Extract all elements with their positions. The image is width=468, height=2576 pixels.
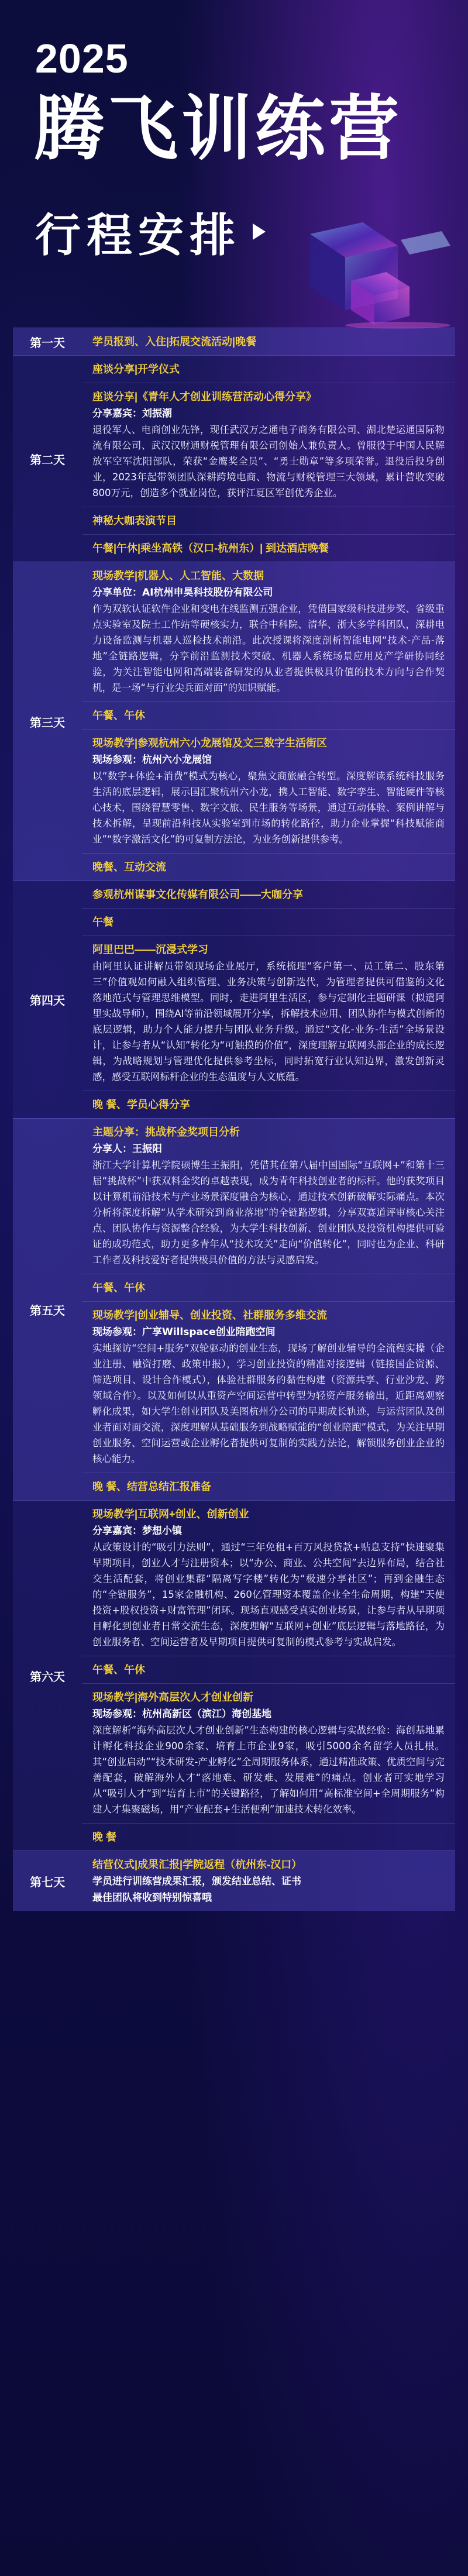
day-4-row-visit bbox=[82, 881, 455, 909]
day-4-lunch: 午餐 bbox=[92, 916, 113, 928]
day-3-dinner: 晚餐、互动交流 bbox=[92, 861, 166, 873]
day-1-row bbox=[82, 328, 455, 355]
day-5-visit-title: 现场教学|创业辅导、创业投资、社群服务多维交流 bbox=[92, 1309, 328, 1321]
day-6-internet-text: 从政策设计的“吸引力法则”，通过“三年免租+百万风投贷款+贴息支持”快速聚集早期项目，创业人才与注册资本；以“办公、商业、公共空间”去边界布局，结合社交生活配套，将创业集群“隔离写字楼”转化为“极速分享社区”；再到金融生态的“全链服务”，15家金融机构、260亿管理资本覆盖企业全生命周期，构建“天使投资+股权投资+财富管理”闭环。现场直观感受真实创业场景，让参与者从早期项目孵化到创业者日常交流生态，深度理解“互联网+创业”底层逻辑与落地路径，为创业服务者、空间运营者及早期项目提供可复制的模式参考与实战启发。 bbox=[92, 1542, 445, 1648]
day-5-label: 第五天 bbox=[30, 1304, 65, 1318]
hero-title: 腾飞训练营 bbox=[34, 90, 402, 168]
day-3-visit-title: 现场教学|参观杭州六小龙展馆及文三数字生活街区 bbox=[92, 737, 328, 749]
day-4-row-alibaba bbox=[82, 936, 455, 1091]
day-6-dinner: 晚 餐 bbox=[92, 1831, 117, 1843]
day-2-row-show bbox=[82, 507, 455, 535]
day-6-row-internet bbox=[82, 1501, 455, 1656]
day-7-section bbox=[13, 1851, 455, 1911]
day-4-body bbox=[82, 881, 455, 1118]
day-5-talk-title: 主题分享：挑战杯金奖项目分析 bbox=[92, 1126, 240, 1138]
day-5-visit-text: 实地探访“空间+服务”双轮驱动的创业生态，现场了解创业辅导的全流程实操（企业注册、融资打磨、政策申报），学习创业投资的精准对接逻辑（链接国企资源、筛选项目、设计合作模式），体验社群服务的黏性构建（资源共享、行业沙龙、跨领域合作）。以及如何以从重资产空间运营中转型为轻资产服务输出，近距离观察孵化成果，如大学生创业团队及美图杭州分公司的早期成长轨迹，与运营团队及创业者面对面交流，深度理解从基础服务到战略赋能的“创业陪跑”模式，为关注早期创业服务、空间运营或企业孵化者提供可复制的实践方法论，解锁服务创业企业的核心能力。 bbox=[92, 1343, 445, 1464]
day-3-ai-text: 作为双软认证软件企业和变电在线监测五强企业，凭借国家级科技进步奖、省级重点实验室及院士工作站等硬核实力，联合中科院、清华、浙大多学科团队，深耕电力设备监测与机器人巡检技术前沿。此次授课将深度剖析智能电网“技术-产品-落地”全链路逻辑，分享前沿监测技术突破、机器人系统场景应用及产学研协同经验，为关注智能电网和高端装备研发的从业者提供极具价值的技术方向与合作契机，是一场“与行业尖兵面对面”的知识赋能。 bbox=[92, 603, 445, 693]
day-3-row-dinner bbox=[82, 854, 455, 881]
day-7-report: 学员进行训练营成果汇报，颁发结业总结、证书 bbox=[92, 1876, 301, 1887]
day-5-dinner: 晚 餐、结营总结汇报准备 bbox=[92, 1481, 211, 1492]
day-2-row-talk bbox=[82, 383, 455, 507]
day-3-ai-unit: 分享单位：AI杭州申昊科技股份有限公司 bbox=[92, 587, 273, 599]
day-2-show: 神秘大咖表演节目 bbox=[92, 515, 177, 527]
day-5-guest: 分享人：王振阳 bbox=[92, 1143, 162, 1155]
glass-cubes-illustration bbox=[263, 211, 456, 333]
day-7-label: 第七天 bbox=[30, 1876, 65, 1889]
day-3-row-visit bbox=[82, 730, 455, 854]
day-6-row-dinner bbox=[82, 1824, 455, 1851]
day-6-overseas-place: 现场参观：杭州高新区（滨江）海创基地 bbox=[92, 1708, 271, 1720]
day-5-row-visit bbox=[82, 1302, 455, 1473]
day-7-row-closing bbox=[82, 1851, 455, 1911]
day-6-body bbox=[82, 1501, 455, 1851]
day-1-body bbox=[82, 328, 455, 355]
day-6-section bbox=[13, 1500, 455, 1851]
day-3-visit-text: 以“数字+体验+消费”模式为核心，聚焦文商旅融合转型。深度解读系统科技服务生活的底层逻辑，展示国汇聚杭州六小龙，携人工智能、数字孪生、智能硬件等核心技术，围绕智慧零售、数字文旅、民生服务等场景，通过互动体验、案例讲解与技术拆解，呈现前沿科技从实验室到市场的转化路径，助力企业掌握“科技赋能商业”“数字激活文化”的可复制方法论，为业务创新提供参考。 bbox=[92, 771, 445, 845]
day-4-visit: 参观杭州谋事文化传媒有限公司——大咖分享 bbox=[92, 889, 303, 900]
day-5-lunch: 午餐、午休 bbox=[92, 1282, 145, 1294]
day-2-talk-text: 退役军人、电商创业先锋，现任武汉万之通电子商务有限公司、湖北楚运通国际物流有限公司、武汉汉财通财税管理有限公司创始人兼负责人。曾服役于中国人民解放军空军沈阳部队，荣获“金鹰奖全员”、“勇士勋章”等多项荣誉。退役后投身创业，2023年起带领团队深耕跨境电商、物流与财税管理三大领域，累计营收突破800万元，创造多个就业岗位，获评江夏区军创优秀企业。 bbox=[92, 424, 445, 498]
day-5-visit-place: 现场参观：广享Willspace创业陪跑空间 bbox=[92, 1326, 276, 1338]
day-5-section bbox=[13, 1118, 455, 1500]
day-3-body bbox=[82, 562, 455, 881]
day-6-lunch: 午餐、午休 bbox=[92, 1664, 145, 1676]
day-2-section bbox=[13, 355, 455, 562]
day-5-row-lunch bbox=[82, 1274, 455, 1302]
day-4-label: 第四天 bbox=[30, 995, 65, 1007]
day-4-alibaba-title: 阿里巴巴——沉浸式学习 bbox=[92, 944, 208, 955]
day-3-visit-place: 现场参观：杭州六小龙展馆 bbox=[92, 754, 212, 766]
day-6-label: 第六天 bbox=[30, 1670, 65, 1684]
hero-year: 2025 bbox=[35, 36, 129, 81]
day-4-row-lunch bbox=[82, 909, 455, 936]
day-4-alibaba-text: 由阿里认证讲解员带领现场企业展厅，系统梳理“客户第一、员工第二、股东第三”价值观如何融入组织管理、业务决策与创新迭代，为管理者提供可借鉴的文化落地范式与管理思维模型。同时，走进阿里生活区，参与定制化主题研课（拟遣阿里实战导师），围绕AI等前沿领域展开分享，拆解技术应用、团队协作与模式创新的底层逻辑，助力个人能力提升与团队业务升级。通过“文化-业务-生活”全场景设计，让参与者从“认知”转化为“可触摸的价值”，深度理解互联网头部企业的成长逻辑，为战略规划与管理优化提供参考坐标，同时拓宽行业认知边界，激发创新灵感，感受互联网标杆企业的生态温度与人文底蕴。 bbox=[92, 961, 445, 1082]
day-5-row-talk bbox=[82, 1119, 455, 1274]
day-4-row-dinner bbox=[82, 1091, 455, 1118]
day-2-row-opening bbox=[82, 356, 455, 383]
day-2-body bbox=[82, 356, 455, 562]
day-3-ai-title: 现场教学|机器人、人工智能、大数据 bbox=[92, 570, 264, 582]
day-5-row-dinner bbox=[82, 1473, 455, 1500]
day-1-label: 第一天 bbox=[30, 336, 65, 350]
day-6-guest: 分享嘉宾：梦想小镇 bbox=[92, 1525, 182, 1537]
day-7-body bbox=[82, 1851, 455, 1911]
day-6-internet-title: 现场教学|互联网+创业、创新创业 bbox=[92, 1508, 249, 1520]
day-2-travel: 午餐|午休|乘坐高铁（汉口-杭州东）| 到达酒店晚餐 bbox=[92, 542, 329, 554]
day-2-label: 第二天 bbox=[30, 453, 65, 467]
day-4-section bbox=[13, 881, 455, 1118]
day-7-closing: 结营仪式|成果汇报|学院返程（杭州东-汉口） bbox=[92, 1859, 302, 1870]
day-7-surprise: 最佳团队将收到特别惊喜哦 bbox=[92, 1892, 212, 1904]
day-4-dinner: 晚 餐、学员心得分享 bbox=[92, 1099, 191, 1110]
day-3-label: 第三天 bbox=[30, 716, 65, 730]
day-3-row-ai bbox=[82, 562, 455, 702]
day-5-body bbox=[82, 1119, 455, 1500]
day-2-opening: 座谈分享|开学仪式 bbox=[92, 363, 180, 375]
day-3-lunch: 午餐、午休 bbox=[92, 710, 145, 721]
day-3-row-lunch bbox=[82, 702, 455, 730]
day-1-section bbox=[13, 328, 455, 355]
day-5-talk-text: 浙江大学计算机学院硕博生王振阳，凭借其在第八届中国国际“互联网+”和第十三届“挑战杯”中获双料金奖的卓越表现，成为青年科技创业者的标杆。他的获奖项目以计算机前沿技术与产业场景深度融合为核心，通过技术创新破解实际痛点。本次分析将深度拆解“从学术研究到商业落地”的全链路逻辑，分享双赛道评审核心关注点、团队协作与资源整合经验，为大学生科技创新、创业团队及投资机构提供可验证的成功范式，助力更多青年从“技术攻关”走向“价值转化”，同时也为企业、科研工作者及科技爱好者提供极具价值的方法与灵感启发。 bbox=[92, 1160, 445, 1265]
hero-section bbox=[0, 0, 468, 328]
day-6-overseas-text: 深度解析“海外高层次人才创业创新”生态构建的核心逻辑与实战经验：海创基地累计孵化科技企业900余家、培育上市企业9家，吸引5000余名留学人员扎根。其“创业启动”“技术研发-产业孵化”全周期服务体系，通过精准政策、优质空间与完善配套，破解海外人才“落地难、研发难、发展难”的痛点。创业者可实地学习从“吸引人才”到“培育上市”的关键路径，了解如何用“高标准空间+全周期服务”构建人才集聚磁场，用“产业配套+生活便利”加速技术转化效率。 bbox=[92, 1725, 445, 1815]
hero-subtitle: 行程安排 bbox=[35, 209, 242, 261]
day-1-activity: 学员报到、入住|拓展交流活动|晚餐 bbox=[92, 336, 257, 348]
day-2-guest: 分享嘉宾：刘振潮 bbox=[92, 408, 172, 419]
day-6-overseas-title: 现场教学|海外高层次人才创业创新 bbox=[92, 1691, 254, 1703]
day-3-section bbox=[13, 562, 455, 881]
day-2-talk-title: 座谈分享|《青年人才创业训练营活动心得分享》 bbox=[92, 391, 317, 403]
day-6-row-lunch bbox=[82, 1656, 455, 1684]
day-6-row-overseas bbox=[82, 1684, 455, 1824]
hero-subtitle-row bbox=[35, 199, 266, 264]
day-2-row-travel bbox=[82, 535, 455, 562]
